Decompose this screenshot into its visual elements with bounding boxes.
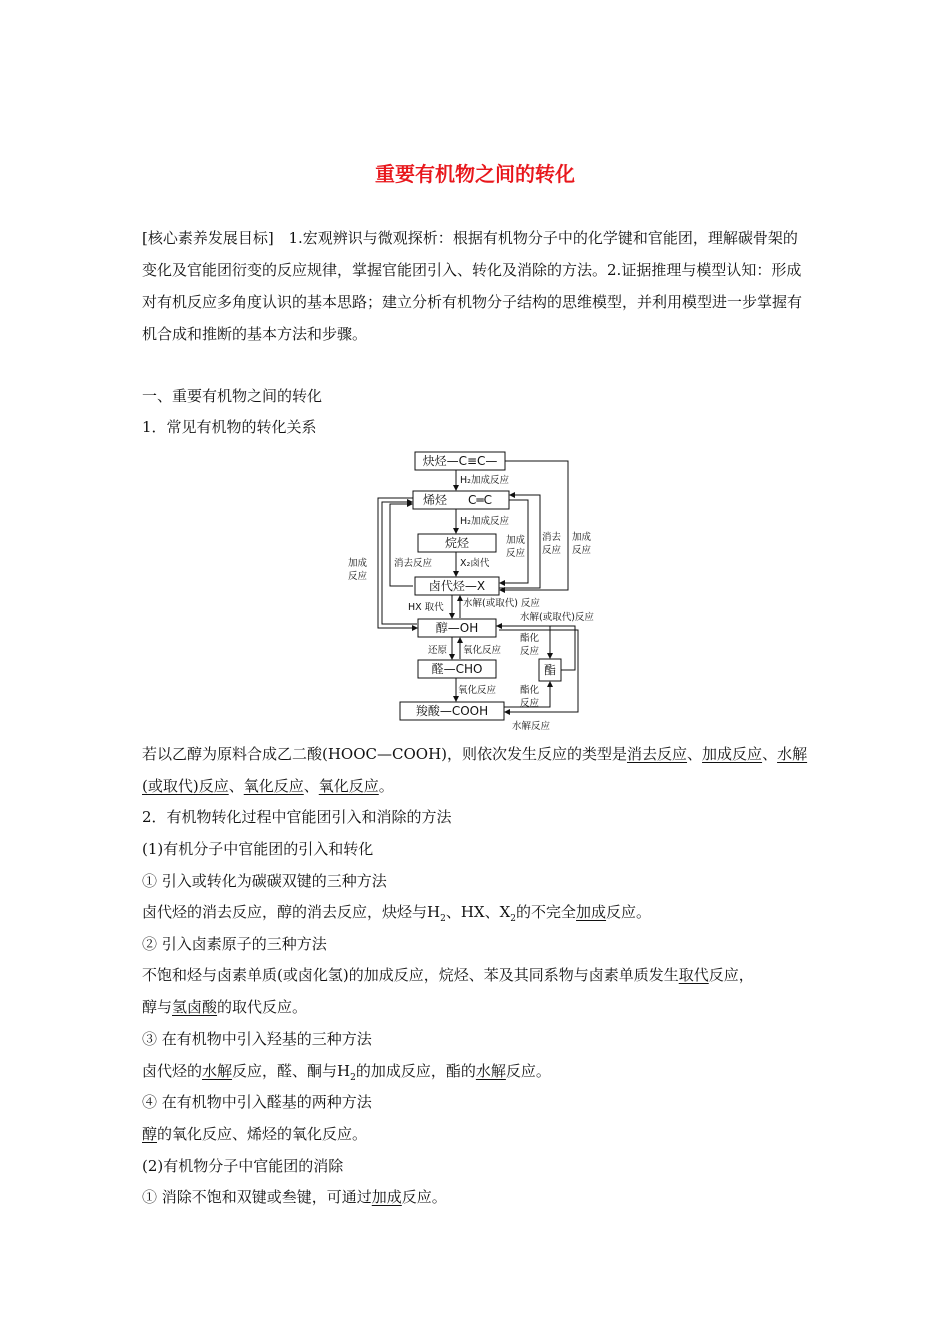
text: ① 消除不饱和双键或叁键，可通过: [142, 1188, 372, 1206]
label-reduction: 还原: [428, 645, 448, 656]
answer: 取代: [678, 966, 709, 984]
item-3-title: ③ 在有机物中引入羟基的三种方法: [142, 1030, 372, 1048]
subscript: 2: [510, 914, 517, 924]
subscript: 2: [350, 1073, 356, 1083]
label-add-left-1: 加成: [348, 558, 368, 569]
text: 卤代烃的消去反应，醇的消去反应，炔烃与H: [142, 903, 441, 921]
answer: 氢卤酸: [172, 998, 218, 1016]
text: 反应。: [505, 1062, 551, 1080]
node-alkyne: 炔烃—C≡C—: [422, 454, 498, 468]
text: 的取代反应。: [217, 998, 308, 1016]
period: 。: [378, 777, 394, 795]
item-4-text: [142, 1123, 367, 1144]
text: 卤代烃的: [142, 1062, 203, 1080]
text: 的加成反应，酯的: [355, 1062, 476, 1080]
label-add-mid-1: 加成: [506, 535, 526, 546]
label-elim-right-1: 消去: [542, 532, 562, 543]
text: 反应，醛、酮与H: [232, 1062, 351, 1080]
page-title: 重要有机物之间的转化: [375, 162, 575, 186]
label-add-mid-2: 反应: [506, 548, 526, 559]
label-hx-sub: HX 取代: [408, 602, 444, 613]
sep: 、: [687, 745, 703, 763]
item-2-title: ② 引入卤素原子的三种方法: [142, 935, 327, 953]
node-acid: 羧酸—COOH: [415, 704, 489, 718]
label-elim-left: 消去反应: [394, 558, 433, 569]
subheading-1: 1．常见有机物的转化关系: [142, 418, 317, 436]
node-alkane: 烷烃: [444, 536, 470, 550]
label-elim-right-2: 反应: [542, 545, 562, 556]
item-2-text-line1: [142, 964, 754, 985]
core-goals-paragraph: [142, 222, 812, 350]
answer: 加成: [576, 903, 607, 921]
node-alkene-formula: C═C: [468, 493, 492, 507]
answer-5: 氧化反应: [318, 777, 379, 795]
label-h2-add-1: H₂加成反应: [460, 475, 509, 486]
label-add-right-2: 反应: [572, 545, 592, 556]
subheading-2: 2．有机物转化过程中官能团引入和消除的方法: [142, 808, 452, 826]
label-ester-2b: 反应: [520, 698, 540, 709]
sep: 、: [762, 745, 778, 763]
label-ester-1b: 反应: [520, 646, 540, 657]
node-alcohol: 醇—OH: [435, 621, 479, 635]
node-ester: 酯: [543, 663, 557, 677]
text: 反应，: [708, 966, 754, 984]
item-1-title: ① 引入或转化为碳碳双键的三种方法: [142, 872, 387, 890]
answer: 醇: [142, 1125, 158, 1143]
answer: 水解: [475, 1062, 506, 1080]
label-add-right-1: 加成: [572, 532, 592, 543]
label-oxidation-1: 氧化反应: [463, 645, 502, 656]
item-5-text: [142, 1186, 447, 1207]
section-heading-1: 一、重要有机物之间的转化: [142, 387, 323, 405]
label-add-left-2: 反应: [348, 571, 368, 582]
text: 、HX、X: [445, 903, 511, 921]
item-4-title: ④ 在有机物中引入醛基的两种方法: [142, 1093, 372, 1111]
subheading-2-2: (2)有机物分子中官能团的消除: [142, 1157, 344, 1175]
label-ester-2a: 酯化: [520, 685, 540, 696]
sep: 、: [228, 777, 244, 795]
text: 反应。: [401, 1188, 447, 1206]
label-h2-add-2: H₂加成反应: [460, 516, 509, 527]
synthesis-prefix: 若以乙醇为原料合成乙二酸(HOOC—COOH)，则依次发生反应的类型是: [142, 745, 628, 763]
label-hydrolysis-1: 水解(或取代) 反应: [463, 598, 540, 609]
goals-text: 1.宏观辨识与微观探析：根据有机物分子中的化学键和官能团，理解碳骨架的变化及官能团衍变的反应规律，掌握官能团引入、转化及消除的方法。2.证据推理与模型认知：形成对有机反应多角度认识的基本思路；建立分析有机物分子结构的思维模型，并利用模型进一步掌握有机合成和推断的基本方法和步骤。: [142, 229, 803, 343]
item-2-text-line2: [142, 996, 307, 1017]
item-1-text: [142, 901, 651, 924]
label-hydrolysis-2: 水解(或取代)反应: [520, 612, 594, 623]
answer-1: 消去反应: [627, 745, 688, 763]
answer-2: 加成反应: [702, 745, 763, 763]
subheading-2-1: (1)有机分子中官能团的引入和转化: [142, 840, 374, 858]
label-ester-1a: 酯化: [520, 633, 540, 644]
label-oxidation-2: 氧化反应: [458, 685, 497, 696]
text: 的氧化反应、烯烃的氧化反应。: [157, 1125, 368, 1143]
goals-label: [核心素养发展目标]: [142, 229, 274, 247]
answer: 加成: [371, 1188, 402, 1206]
answer-4: 氧化反应: [243, 777, 304, 795]
text: 的不完全: [516, 903, 577, 921]
text: 反应。: [606, 903, 652, 921]
node-haloalkane: 卤代烃—X: [428, 579, 486, 593]
node-aldehyde: 醛—CHO: [431, 662, 483, 676]
label-x2-sub: X₂卤代: [460, 558, 490, 569]
text: 不饱和烃与卤素单质(或卤化氢)的加成反应，烷烃、苯及其同系物与卤素单质发生: [142, 966, 679, 984]
conversion-diagram: [340, 448, 610, 738]
item-3-text: [142, 1060, 551, 1083]
synthesis-paragraph: [142, 738, 812, 802]
answer-3: 水解(或取代)反应: [142, 745, 808, 795]
label-hydrolysis-3: 水解反应: [512, 721, 551, 732]
subscript: 2: [440, 914, 446, 924]
node-alkene: 烯烃: [422, 493, 448, 507]
sep: 、: [303, 777, 319, 795]
text: 醇与: [142, 998, 173, 1016]
answer: 水解: [202, 1062, 233, 1080]
